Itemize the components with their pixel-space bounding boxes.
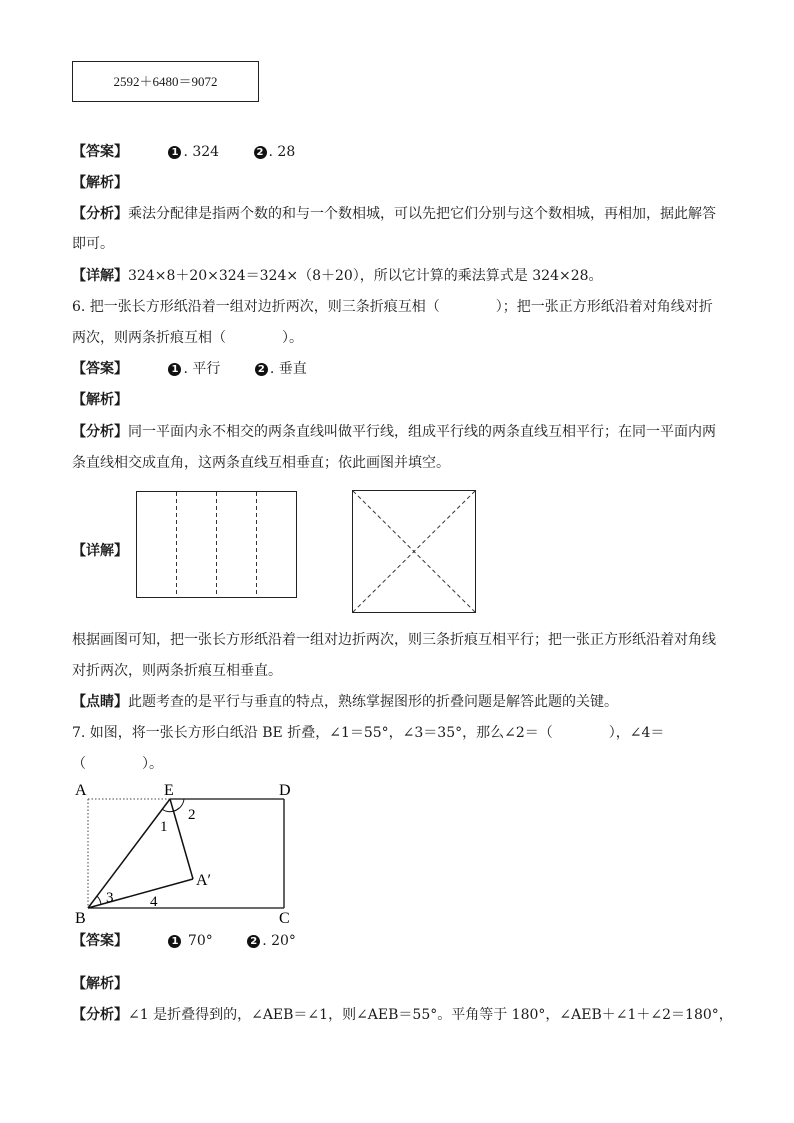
- label-angle-3: 3: [106, 890, 114, 906]
- circled-number-2: 2: [247, 935, 260, 948]
- q5-analysis-line2: 即可。: [72, 236, 114, 252]
- analysis-tag: 【分析】: [72, 424, 128, 440]
- folded-rectangle-figure: [136, 491, 298, 599]
- circled-number-1: 1: [168, 935, 181, 948]
- q5-detail-line: [72, 266, 603, 286]
- answer-tag: 【答案】: [72, 933, 128, 949]
- edge-ba-prime: [88, 879, 193, 908]
- q6-analysis-line2: 条直线相交成直角，这两条直线互相垂直；依此画图并填空。: [72, 455, 450, 471]
- label-e: E: [164, 782, 174, 799]
- answer-1: . 平行: [183, 361, 221, 377]
- detail-text: 324×8＋20×324＝324×（8＋20），所以它计算的乘法算式是 324×28。: [128, 268, 603, 284]
- answer-2: . 20°: [262, 933, 296, 949]
- q7-question-line2: （ ）。: [72, 756, 163, 772]
- answer-tag: 【答案】: [72, 361, 128, 377]
- detail-tag: 【详解】: [72, 268, 128, 284]
- q7-question-line1: 7. 如图，将一张长方形白纸沿 BE 折叠，∠1＝55°，∠3＝35°，那么∠2＝（ ），∠4＝: [72, 725, 665, 741]
- q6-conclusion-line1: 根据画图可知，把一张长方形纸沿着一组对边折两次，则三条折痕互相平行；把一张正方形纸沿着对角线: [72, 632, 716, 648]
- analysis-tag: 【分析】: [72, 1007, 128, 1023]
- label-angle-1: 1: [160, 819, 168, 835]
- label-c: C: [279, 910, 290, 926]
- q6-comment-line: [72, 692, 618, 712]
- label-a: A: [75, 782, 87, 799]
- q6-analysis-line1: [72, 422, 716, 442]
- q7-analysis-line: [72, 1005, 733, 1025]
- q6-conclusion-line2: 对折两次，则两条折痕互相垂直。: [72, 663, 282, 679]
- label-d: D: [279, 782, 291, 799]
- answer-1: 70°: [187, 933, 213, 949]
- circled-number-1: 1: [168, 363, 181, 376]
- circled-number-2: 2: [254, 146, 267, 159]
- label-b: B: [75, 910, 86, 926]
- answer-1: . 324: [183, 144, 220, 160]
- analysis-tag: 【分析】: [72, 206, 128, 222]
- q6-question-line1: 6. 把一张长方形纸沿着一组对边折两次，则三条折痕互相（ ）；把一张正方形纸沿着对角线对折: [72, 299, 713, 315]
- jiexi-tag: 【解析】: [72, 976, 128, 992]
- jiexi-tag: 【解析】: [72, 175, 128, 191]
- q6-question-line2: 两次，则两条折痕互相（ ）。: [72, 330, 303, 346]
- angle-arc-2: [174, 799, 184, 811]
- q5-answer-line: [72, 142, 295, 162]
- answer-2: . 垂直: [269, 361, 307, 377]
- label-angle-4: 4: [150, 894, 158, 910]
- label-a-prime: A′: [196, 872, 212, 889]
- q5-analysis-line1: [72, 204, 716, 224]
- answer-tag: 【答案】: [72, 144, 128, 160]
- angle-arc-3: [97, 896, 101, 905]
- equation-box: 2592＋6480＝9072: [72, 61, 259, 102]
- analysis-text: ∠1 是折叠得到的，∠AEB＝∠1，则∠AEB＝55°。平角等于 180°，∠AEB＋∠1＋∠2＝180°，: [128, 1007, 733, 1023]
- answer-2: . 28: [268, 144, 296, 160]
- jiexi-tag: 【解析】: [72, 392, 128, 408]
- comment-tag: 【点睛】: [72, 694, 128, 710]
- label-angle-2: 2: [188, 807, 196, 823]
- detail-tag: 【详解】: [72, 543, 128, 559]
- analysis-text: 乘法分配律是指两个数的和与一个数相城，可以先把它们分别与这个数相城，再相加，据此解答: [128, 206, 716, 222]
- circled-number-2: 2: [255, 363, 268, 376]
- comment-text: 此题考查的是平行与垂直的特点，熟练掌握图形的折叠问题是解答此题的关键。: [128, 694, 618, 710]
- q7-answer-line: [72, 931, 296, 951]
- folded-rectangle-abcd-figure: [70, 778, 300, 926]
- folded-square-figure: [352, 490, 477, 614]
- circled-number-1: 1: [168, 146, 181, 159]
- q6-answer-line: [72, 359, 307, 379]
- fold-line-be: [88, 799, 170, 908]
- analysis-text: 同一平面内永不相交的两条直线叫做平行线，组成平行线的两条直线互相平行；在同一平面内两: [128, 424, 716, 440]
